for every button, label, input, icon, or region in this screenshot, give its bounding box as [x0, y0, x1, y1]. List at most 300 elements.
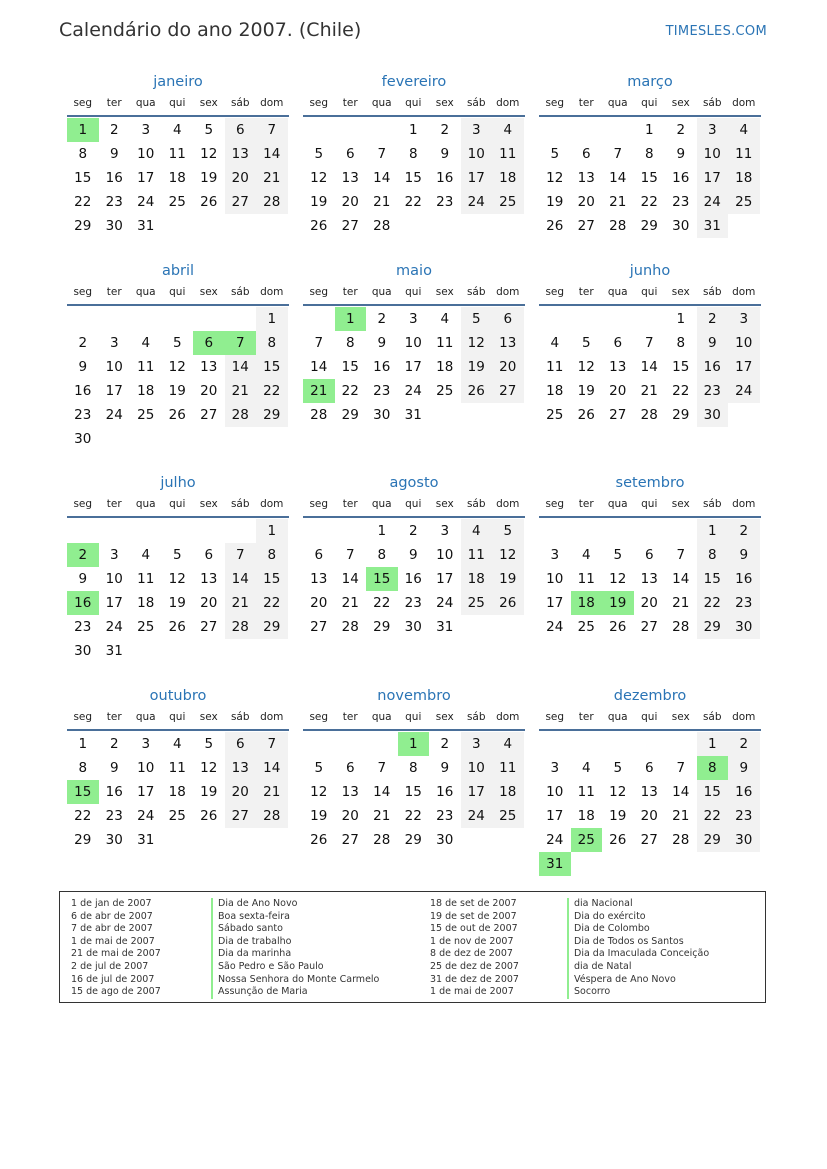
legend-names-right: [567, 898, 709, 999]
empty-cell: [225, 307, 257, 331]
empty-cell: [225, 519, 257, 543]
weekday-label: seg: [309, 711, 329, 723]
day-cell: 19: [609, 808, 627, 824]
day-cell: 3: [408, 311, 418, 327]
day-cell: 13: [609, 359, 627, 375]
day-cell: 18: [492, 780, 524, 804]
day-cell: 23: [728, 804, 760, 828]
day-cell: 9: [728, 543, 760, 567]
day-cell: 26: [609, 832, 627, 848]
day-cell: 20: [640, 808, 658, 824]
weekday-label: sex: [671, 711, 690, 723]
legend-holiday-name: Dia do exército: [567, 911, 709, 924]
day-cell: 1: [78, 736, 88, 752]
day-cell: 16: [728, 567, 760, 591]
day-grid: [539, 307, 761, 427]
legend-holiday-name: Dia de trabalho: [211, 936, 379, 949]
holiday-day: 15: [366, 567, 398, 591]
day-cell: 14: [341, 571, 359, 587]
weekday-label: dom: [260, 286, 284, 298]
day-cell: 28: [256, 190, 288, 214]
day-cell: 29: [74, 218, 92, 234]
day-cell: 19: [461, 355, 493, 379]
weekday-label: sáb: [702, 711, 722, 723]
day-cell: 19: [577, 383, 595, 399]
empty-cell: [539, 519, 571, 543]
weekday-label: dom: [260, 97, 284, 109]
empty-cell: [303, 732, 335, 756]
day-cell: 5: [461, 307, 493, 331]
weekday-label: ter: [342, 286, 358, 298]
day-cell: 19: [168, 383, 186, 399]
day-cell: 1: [408, 122, 418, 138]
day-cell: 4: [550, 335, 560, 351]
day-cell: 21: [373, 194, 391, 210]
day-cell: 22: [373, 595, 391, 611]
day-cell: 17: [137, 784, 155, 800]
legend-holiday-name: Véspera de Ano Novo: [567, 974, 709, 987]
day-cell: 3: [109, 335, 119, 351]
day-cell: 7: [345, 547, 355, 563]
day-cell: 19: [200, 170, 218, 186]
month-name: julho: [160, 475, 196, 491]
day-cell: 12: [168, 359, 186, 375]
empty-cell: [99, 519, 131, 543]
day-cell: 26: [310, 218, 328, 234]
weekday-label: dom: [496, 286, 520, 298]
month-name: janeiro: [153, 74, 203, 90]
day-cell: 14: [373, 784, 391, 800]
day-cell: 13: [200, 359, 218, 375]
day-cell: 4: [492, 118, 524, 142]
day-cell: 26: [577, 407, 595, 423]
day-cell: 24: [105, 407, 123, 423]
empty-cell: [99, 307, 131, 331]
day-cell: 30: [728, 615, 760, 639]
day-cell: 27: [492, 379, 524, 403]
day-cell: 9: [377, 335, 387, 351]
legend-holiday-name: Dia da Imaculada Conceição: [567, 948, 709, 961]
day-cell: 12: [200, 146, 218, 162]
weekday-label: qua: [607, 286, 628, 298]
day-cell: 5: [492, 519, 524, 543]
day-cell: 11: [577, 571, 595, 587]
day-cell: 3: [550, 547, 560, 563]
month-8: [539, 473, 761, 639]
day-cell: 30: [404, 619, 422, 635]
weekday-label: dom: [732, 498, 756, 510]
day-cell: 26: [168, 407, 186, 423]
empty-cell: [67, 307, 99, 331]
empty-cell: [335, 732, 367, 756]
empty-cell: [571, 732, 603, 756]
weekday-header: [67, 96, 289, 117]
day-cell: 20: [310, 595, 328, 611]
weekday-label: sáb: [230, 498, 250, 510]
empty-cell: [539, 307, 571, 331]
day-cell: 23: [697, 379, 729, 403]
day-cell: 28: [310, 407, 328, 423]
day-cell: 8: [256, 543, 288, 567]
day-cell: 8: [78, 146, 88, 162]
day-cell: 18: [137, 383, 155, 399]
day-cell: 22: [74, 808, 92, 824]
day-cell: 21: [256, 780, 288, 804]
weekday-label: qui: [405, 498, 422, 510]
empty-cell: [303, 118, 335, 142]
holiday-day: 31: [539, 852, 571, 876]
holiday-legend: [59, 891, 766, 1003]
legend-date: 1 de jan de 2007: [71, 898, 152, 909]
day-cell: 3: [697, 118, 729, 142]
day-cell: 13: [577, 170, 595, 186]
weekday-header: [303, 497, 525, 518]
day-cell: 17: [697, 166, 729, 190]
day-cell: 23: [672, 194, 690, 210]
day-cell: 1: [697, 519, 729, 543]
day-cell: 29: [74, 832, 92, 848]
day-cell: 10: [546, 784, 564, 800]
weekday-label: sex: [199, 97, 218, 109]
day-cell: 22: [697, 804, 729, 828]
weekday-label: sex: [671, 286, 690, 298]
day-cell: 5: [314, 146, 324, 162]
day-cell: 20: [609, 383, 627, 399]
day-cell: 10: [461, 756, 493, 780]
day-cell: 14: [310, 359, 328, 375]
weekday-label: sáb: [230, 711, 250, 723]
day-cell: 19: [492, 567, 524, 591]
day-cell: 28: [373, 832, 391, 848]
empty-cell: [602, 307, 634, 331]
day-cell: 1: [256, 519, 288, 543]
day-cell: 1: [377, 523, 387, 539]
empty-cell: [634, 732, 666, 756]
day-cell: 5: [172, 547, 182, 563]
day-cell: 29: [256, 403, 288, 427]
weekday-label: qui: [169, 97, 186, 109]
legend-date: 15 de out de 2007: [430, 923, 518, 935]
empty-cell: [162, 519, 194, 543]
day-cell: 20: [200, 595, 218, 611]
day-cell: 18: [728, 166, 760, 190]
day-cell: 28: [225, 615, 257, 639]
day-grid: [539, 118, 761, 238]
empty-cell: [366, 118, 398, 142]
day-cell: 28: [256, 804, 288, 828]
day-cell: 9: [676, 146, 686, 162]
day-cell: 12: [492, 543, 524, 567]
day-cell: 11: [728, 142, 760, 166]
day-cell: 17: [105, 383, 123, 399]
weekday-label: ter: [342, 97, 358, 109]
weekday-label: sáb: [466, 711, 486, 723]
weekday-label: qua: [607, 97, 628, 109]
day-grid: [303, 307, 525, 427]
holiday-day: 19: [602, 591, 634, 615]
day-cell: 28: [640, 407, 658, 423]
day-cell: 14: [373, 170, 391, 186]
site-link[interactable]: TIMESLES.COM: [665, 24, 767, 39]
day-cell: 11: [492, 142, 524, 166]
day-cell: 27: [577, 218, 595, 234]
weekday-label: ter: [578, 286, 594, 298]
legend-date: 18 de set de 2007: [430, 898, 517, 909]
day-cell: 26: [200, 808, 218, 824]
day-cell: 3: [461, 118, 493, 142]
day-cell: 12: [310, 784, 328, 800]
weekday-label: qua: [371, 97, 392, 109]
day-cell: 4: [141, 547, 151, 563]
holiday-day: 2: [67, 543, 99, 567]
day-cell: 5: [204, 122, 214, 138]
weekday-label: dom: [732, 711, 756, 723]
month-10: [303, 686, 525, 852]
day-cell: 29: [697, 615, 729, 639]
day-cell: 21: [256, 166, 288, 190]
day-cell: 9: [440, 146, 450, 162]
legend-date: 1 de mai de 2007: [71, 935, 155, 947]
legend-date: 15 de ago de 2007: [71, 986, 161, 998]
day-cell: 12: [577, 359, 595, 375]
day-cell: 28: [672, 832, 690, 848]
weekday-header: [67, 497, 289, 518]
day-cell: 2: [109, 736, 119, 752]
weekday-label: sáb: [702, 286, 722, 298]
day-cell: 6: [204, 547, 214, 563]
day-cell: 23: [373, 383, 391, 399]
weekday-label: qui: [641, 97, 658, 109]
weekday-label: sex: [435, 97, 454, 109]
empty-cell: [602, 519, 634, 543]
day-cell: 25: [728, 190, 760, 214]
day-cell: 17: [546, 808, 564, 824]
day-cell: 25: [168, 194, 186, 210]
day-cell: 15: [74, 170, 92, 186]
day-cell: 9: [78, 571, 88, 587]
day-cell: 26: [168, 619, 186, 635]
day-cell: 15: [404, 784, 422, 800]
day-cell: 14: [640, 359, 658, 375]
day-cell: 13: [640, 784, 658, 800]
day-cell: 3: [109, 547, 119, 563]
weekday-label: sáb: [702, 498, 722, 510]
day-cell: 6: [581, 146, 591, 162]
holiday-day: 8: [697, 756, 729, 780]
weekday-label: qua: [135, 97, 156, 109]
day-cell: 29: [373, 619, 391, 635]
weekday-label: ter: [578, 498, 594, 510]
legend-holiday-name: Assunção de Maria: [211, 986, 379, 999]
day-cell: 10: [105, 359, 123, 375]
day-cell: 10: [137, 146, 155, 162]
day-cell: 17: [546, 595, 564, 611]
day-cell: 30: [436, 832, 454, 848]
day-cell: 27: [640, 619, 658, 635]
day-cell: 6: [314, 547, 324, 563]
weekday-label: sáb: [466, 498, 486, 510]
day-cell: 2: [440, 736, 450, 752]
day-cell: 8: [697, 543, 729, 567]
weekday-label: sex: [435, 286, 454, 298]
weekday-label: seg: [73, 97, 93, 109]
day-cell: 15: [640, 170, 658, 186]
weekday-label: qui: [169, 498, 186, 510]
day-cell: 7: [225, 543, 257, 567]
day-cell: 14: [672, 571, 690, 587]
day-cell: 3: [728, 307, 760, 331]
day-cell: 15: [256, 567, 288, 591]
day-cell: 7: [314, 335, 324, 351]
weekday-label: seg: [73, 711, 93, 723]
day-cell: 15: [256, 355, 288, 379]
legend-holiday-name: Dia de Ano Novo: [211, 898, 379, 911]
weekday-label: qui: [641, 286, 658, 298]
day-cell: 8: [644, 146, 654, 162]
day-cell: 26: [609, 619, 627, 635]
day-grid: [303, 519, 525, 639]
day-cell: 21: [672, 808, 690, 824]
month-2: [539, 72, 761, 238]
weekday-label: qui: [405, 286, 422, 298]
day-cell: 29: [341, 407, 359, 423]
weekday-label: dom: [496, 711, 520, 723]
day-cell: 29: [697, 828, 729, 852]
day-cell: 8: [676, 335, 686, 351]
weekday-label: sex: [671, 498, 690, 510]
day-cell: 6: [644, 547, 654, 563]
day-cell: 15: [341, 359, 359, 375]
day-cell: 30: [74, 431, 92, 447]
day-grid: [67, 307, 289, 451]
day-cell: 2: [440, 122, 450, 138]
day-cell: 21: [373, 808, 391, 824]
weekday-label: qua: [607, 498, 628, 510]
day-cell: 8: [408, 146, 418, 162]
day-cell: 16: [373, 359, 391, 375]
day-cell: 11: [436, 335, 454, 351]
day-cell: 16: [672, 170, 690, 186]
empty-cell: [539, 118, 571, 142]
day-cell: 16: [105, 784, 123, 800]
day-cell: 17: [461, 780, 493, 804]
holiday-day: 1: [67, 118, 99, 142]
day-cell: 2: [109, 122, 119, 138]
day-cell: 31: [436, 619, 454, 635]
weekday-label: qua: [371, 286, 392, 298]
weekday-label: dom: [496, 97, 520, 109]
legend-date: 7 de abr de 2007: [71, 923, 153, 935]
empty-cell: [665, 732, 697, 756]
day-cell: 4: [141, 335, 151, 351]
weekday-label: sex: [671, 97, 690, 109]
weekday-header: [67, 710, 289, 731]
day-cell: 10: [105, 571, 123, 587]
day-cell: 5: [550, 146, 560, 162]
empty-cell: [162, 307, 194, 331]
legend-holiday-name: Dia de Todos os Santos: [567, 936, 709, 949]
day-cell: 30: [697, 403, 729, 427]
weekday-label: dom: [260, 711, 284, 723]
day-cell: 15: [697, 567, 729, 591]
holiday-day: 6: [193, 331, 225, 355]
day-cell: 23: [74, 619, 92, 635]
day-cell: 9: [78, 359, 88, 375]
day-cell: 6: [225, 732, 257, 756]
day-cell: 9: [728, 756, 760, 780]
weekday-label: ter: [578, 711, 594, 723]
weekday-label: seg: [309, 498, 329, 510]
month-0: [67, 72, 289, 238]
holiday-day: 16: [67, 591, 99, 615]
day-cell: 31: [404, 407, 422, 423]
weekday-label: qua: [135, 711, 156, 723]
day-cell: 26: [310, 832, 328, 848]
weekday-header: [539, 285, 761, 306]
day-cell: 25: [546, 407, 564, 423]
holiday-day: 21: [303, 379, 335, 403]
day-cell: 30: [74, 643, 92, 659]
empty-cell: [335, 519, 367, 543]
weekday-label: sex: [199, 711, 218, 723]
day-cell: 9: [109, 146, 119, 162]
day-cell: 18: [577, 808, 595, 824]
day-cell: 19: [310, 194, 328, 210]
day-cell: 19: [310, 808, 328, 824]
weekday-label: qua: [607, 711, 628, 723]
day-cell: 23: [436, 808, 454, 824]
day-cell: 14: [256, 756, 288, 780]
day-cell: 21: [225, 591, 257, 615]
day-cell: 3: [141, 736, 151, 752]
day-cell: 19: [546, 194, 564, 210]
day-grid: [67, 732, 289, 852]
day-grid: [303, 118, 525, 238]
empty-cell: [67, 519, 99, 543]
legend-holiday-name: Boa sexta-feira: [211, 911, 379, 924]
legend-holiday-name: dia Nacional: [567, 898, 709, 911]
holiday-day: 1: [398, 732, 430, 756]
day-cell: 18: [137, 595, 155, 611]
day-cell: 6: [345, 146, 355, 162]
day-cell: 12: [609, 571, 627, 587]
weekday-label: qui: [169, 711, 186, 723]
legend-dates-left: [71, 898, 161, 999]
weekday-label: sáb: [466, 97, 486, 109]
day-cell: 10: [546, 571, 564, 587]
weekday-label: qua: [135, 286, 156, 298]
day-cell: 27: [341, 832, 359, 848]
legend-date: 6 de abr de 2007: [71, 910, 153, 922]
weekday-header: [539, 497, 761, 518]
day-cell: 7: [613, 146, 623, 162]
day-cell: 22: [404, 194, 422, 210]
day-cell: 4: [461, 519, 493, 543]
weekday-label: ter: [106, 711, 122, 723]
weekday-label: sáb: [466, 286, 486, 298]
month-name: junho: [629, 263, 671, 279]
day-cell: 2: [697, 307, 729, 331]
day-cell: 4: [581, 760, 591, 776]
weekday-label: sex: [199, 286, 218, 298]
day-cell: 10: [436, 547, 454, 563]
empty-cell: [335, 118, 367, 142]
day-cell: 31: [105, 643, 123, 659]
day-cell: 26: [492, 591, 524, 615]
day-cell: 25: [436, 383, 454, 399]
day-cell: 7: [377, 760, 387, 776]
day-cell: 17: [105, 595, 123, 611]
